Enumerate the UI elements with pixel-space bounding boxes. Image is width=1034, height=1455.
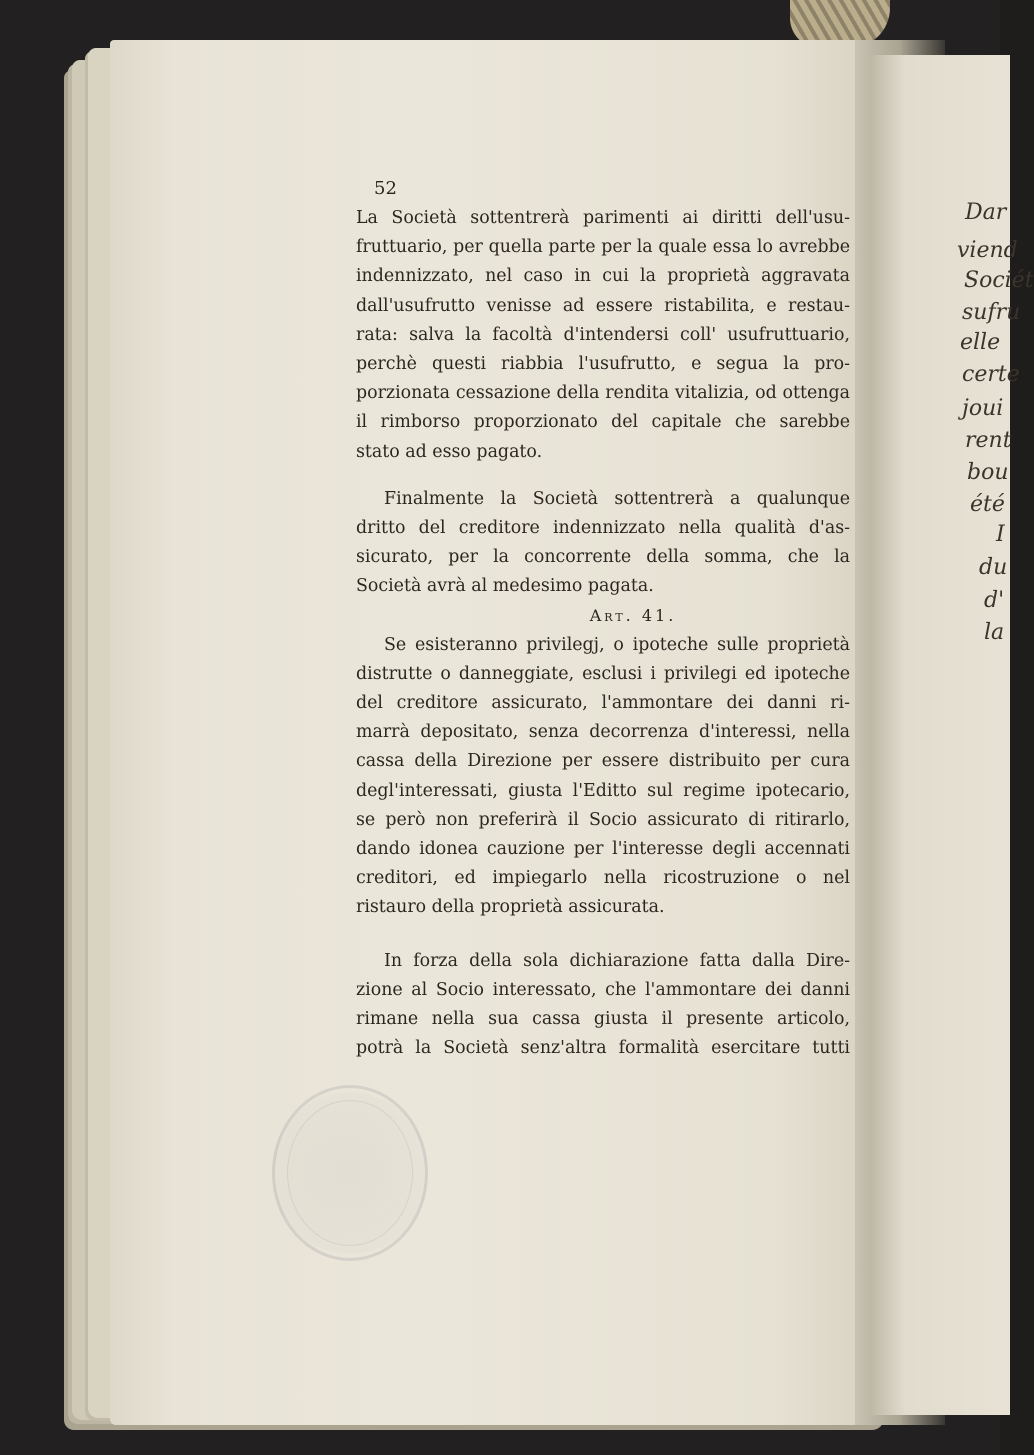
text-line: zione al Socio interessato, che l'ammontare dei danni bbox=[356, 979, 850, 1000]
text-line: sicurato, per la concorrente della somma, che la bbox=[356, 547, 850, 568]
facing-page-fragment: d' bbox=[984, 588, 1005, 613]
text-line: Finalmente la Società sottentrerà a qualunque bbox=[384, 488, 850, 509]
text-line: perchè questi riabbia l'usufrutto, e segua la pro- bbox=[356, 353, 850, 374]
text-line: del creditore assicurato, l'ammontare dei danni ri- bbox=[356, 693, 850, 713]
text-line: creditori, ed impiegarlo nella ricostruzione o nel bbox=[356, 868, 850, 889]
text-line: se però non preferirà il Socio assicurato di ritirarlo, bbox=[356, 809, 850, 830]
facing-page-fragment: I bbox=[996, 522, 1005, 547]
text-line: In forza della sola dichiarazione fatta dalla Dire- bbox=[384, 950, 850, 971]
paragraph-3 bbox=[356, 631, 850, 923]
facing-page-fragment: certe bbox=[962, 362, 1020, 387]
facing-page-fragment: bou bbox=[967, 460, 1009, 485]
text-line: dritto del creditore indennizzato nella qualità d'as- bbox=[356, 517, 850, 538]
text-line: stato ad esso pagato. bbox=[356, 441, 543, 462]
paragraph-2 bbox=[356, 485, 850, 602]
facing-page-fragment: Sociét bbox=[964, 268, 1034, 293]
text-line: cassa della Direzione per essere distribuito per cura bbox=[356, 751, 850, 772]
text-line: potrà la Società senz'altra formalità esercitare tutti bbox=[356, 1038, 850, 1059]
text-line: Società avrà al medesimo pagata. bbox=[356, 576, 654, 597]
text-line: La Società sottentrerà parimenti ai diritti dell'usu- bbox=[356, 208, 850, 228]
text-line: rimane nella sua cassa giusta il presente articolo, bbox=[356, 1008, 850, 1029]
text-line: porzionata cessazione della rendita vitalizia, od ottenga bbox=[356, 383, 850, 404]
facing-page-fragment: rent bbox=[965, 428, 1012, 453]
text-line: indennizzato, nel caso in cui la proprietà aggravata bbox=[356, 266, 850, 287]
facing-page-fragment: elle bbox=[960, 330, 1001, 355]
text-line: ristauro della proprietà assicurata. bbox=[356, 897, 665, 918]
text-line: fruttuario, per quella parte per la quale essa lo avrebbe bbox=[356, 237, 850, 258]
text-line: Se esisteranno privilegj, o ipoteche sulle proprietà bbox=[384, 634, 850, 655]
page-text bbox=[356, 175, 850, 1063]
facing-page-fragment: été bbox=[970, 492, 1005, 517]
article-heading: Art. 41. bbox=[589, 606, 677, 626]
paragraph-1 bbox=[356, 204, 850, 467]
facing-page-fragment: Dar bbox=[965, 200, 1007, 225]
text-line: marrà depositato, senza decorrenza d'interessi, nella bbox=[356, 722, 850, 743]
text-line: il rimborso proporzionato del capitale che sarebbe bbox=[356, 412, 850, 433]
paragraph-4 bbox=[356, 947, 850, 1064]
library-stamp bbox=[272, 1085, 428, 1261]
page-number: 52 bbox=[374, 178, 397, 199]
facing-page-fragment: sufru bbox=[962, 300, 1021, 325]
right-page bbox=[870, 55, 1034, 1415]
text-line: rata: salva la facoltà d'intendersi coll' usufruttuario, bbox=[356, 324, 850, 345]
facing-page-fragment: joui bbox=[962, 396, 1004, 421]
facing-page-fragment: du bbox=[979, 555, 1008, 580]
text-line: dando idonea cauzione per l'interesse degli accennati bbox=[356, 838, 850, 859]
text-line: distrutte o danneggiate, esclusi i privilegi ed ipoteche bbox=[356, 663, 850, 684]
facing-page-fragment: viend bbox=[957, 238, 1018, 263]
text-line: dall'usufrutto venisse ad essere ristabilita, e restau- bbox=[356, 295, 850, 316]
facing-page-fragment: la bbox=[984, 620, 1005, 645]
text-line: degl'interessati, giusta l'Editto sul regime ipotecario, bbox=[356, 780, 850, 801]
